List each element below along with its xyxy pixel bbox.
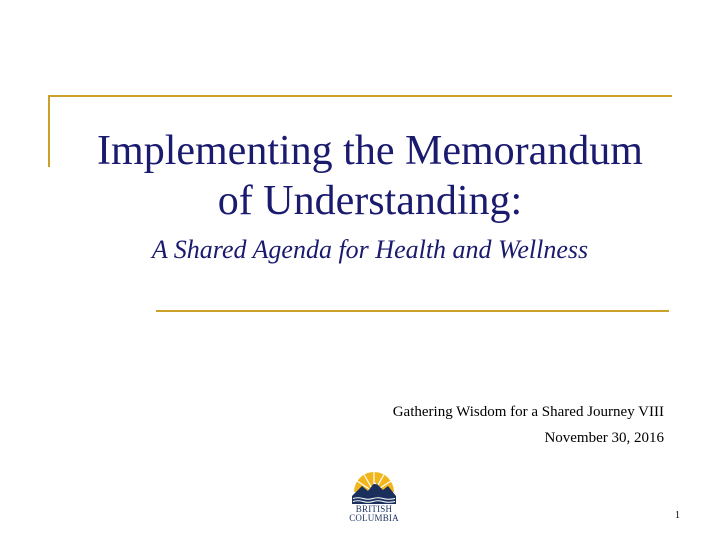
bc-logo	[342, 470, 406, 530]
page-number: 1	[675, 510, 680, 521]
title-line-1: Implementing the Memorandum	[97, 128, 643, 174]
bc-sun-mountains-icon	[350, 470, 398, 504]
event-date: November 30, 2016	[544, 430, 664, 446]
left-accent-rule	[48, 95, 50, 167]
logo-text-columbia: COLUMBIA	[349, 513, 399, 523]
bottom-accent-rule	[156, 310, 669, 312]
event-name: Gathering Wisdom for a Shared Journey VIII	[392, 404, 664, 420]
title-line-2: of Understanding:	[217, 178, 523, 224]
logo-text-british: BRITISH	[355, 504, 393, 514]
top-accent-rule	[48, 95, 672, 97]
slide-title	[60, 126, 680, 226]
slide-subtitle: A Shared Agenda for Health and Wellness	[151, 235, 589, 264]
